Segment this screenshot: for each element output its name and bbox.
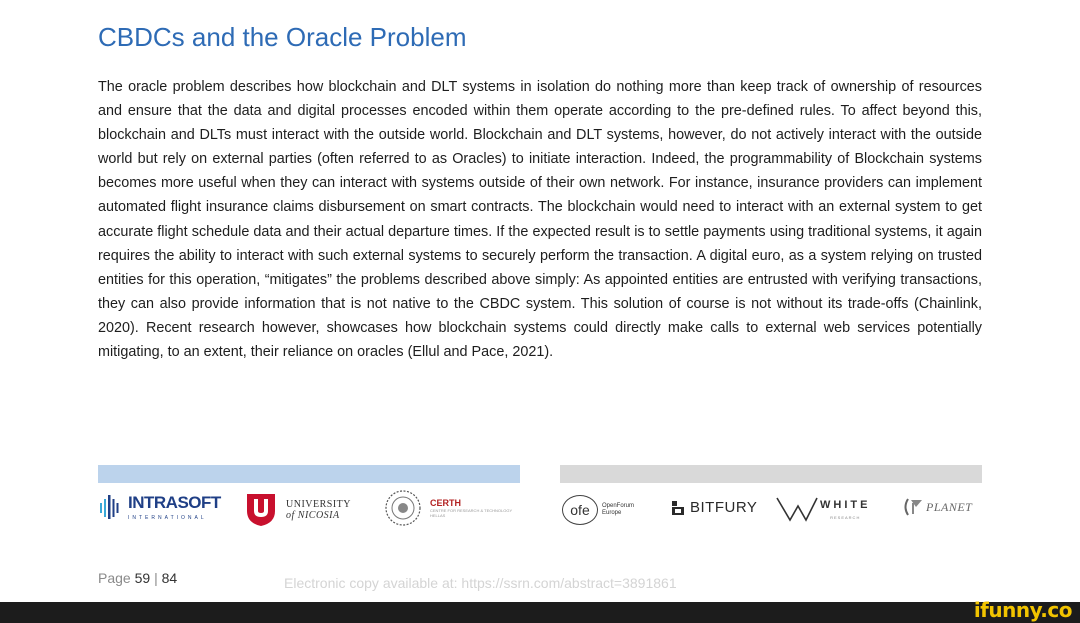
unic-line2: of NICOSIA <box>286 510 340 521</box>
white-name: WHITE <box>820 498 871 511</box>
certh-logo <box>384 487 520 529</box>
ofe-line2: Europe <box>602 510 622 516</box>
white-research-logo <box>776 496 870 522</box>
unic-shield-icon <box>246 493 276 527</box>
page-separator: | <box>154 570 158 586</box>
planet-name: PLANET <box>926 499 973 514</box>
certh-name: CERTH <box>430 498 461 508</box>
page-label: Page <box>98 570 131 586</box>
divider-bar-right <box>560 465 982 483</box>
certh-emblem-icon <box>384 487 422 529</box>
white-v-icon <box>776 496 818 522</box>
bitfury-name: BITFURY <box>690 499 758 516</box>
bitfury-logo <box>672 499 757 516</box>
page-current: 59 <box>134 570 151 586</box>
electronic-copy-notice: Electronic copy available at: https://ssrn.com/abstract=3891861 <box>284 575 677 591</box>
ofe-line1: OpenForum <box>602 503 635 509</box>
white-sub: RESEARCH <box>830 514 861 520</box>
intrasoft-mark-icon <box>98 493 124 521</box>
planet-logo <box>902 497 972 517</box>
page-title: CBDCs and the Oracle Problem <box>98 22 467 52</box>
ifunny-watermark: ifunny.co <box>973 598 1072 622</box>
intrasoft-sub: INTERNATIONAL <box>128 515 207 521</box>
unic-line1: UNIVERSITY <box>286 499 351 510</box>
intrasoft-logo <box>98 493 221 521</box>
certh-sub: CENTRE FOR RESEARCH & TECHNOLOGY HELLAS <box>430 508 513 518</box>
intrasoft-name: INTRASOFT <box>128 493 221 512</box>
planet-mark-icon <box>902 497 924 517</box>
ofe-mark: ofe <box>562 495 598 525</box>
ofe-logo <box>562 495 634 525</box>
unic-logo <box>246 493 351 527</box>
body-paragraph: The oracle problem describes how blockchain and DLT systems in isolation do nothing more than keep track of ownership of resources and ensure that the data and digital processes encoded within them operate according to the pre-defined rules. To affect beyond this, blockchain and DLTs must interact with the outside world. Blockchain and DLT systems, however, do not actively interact with the outside world but rely on external parties (often referred to as Oracles) to initiate interaction. Indeed, the programmability of Blockchain systems becomes more useful when they can interact with systems outside of their own network. For instance, insurance providers can implement automated flight insurance claims disbursement on smart contracts. The blockchain would need to interact with an external system to get accurate flight schedule data and their actual departure times. If the expected result is to settle payments using traditional systems, it again requires the ability to interact with such external systems to securely perform the transaction. A digital euro, as a system relying on trusted entities for this operation, “mitigates” the problems described above simply: As appointed entities are entrusted with verifying transactions, they can also provide information that is not native to the CBDC system. This solution of course is not without its trade-offs (Chainlink, 2020). Recent research however, showcases how blockchain systems could directly make calls to external web services potentially mitigating, to an extent, their reliance on oracles (Ellul and Pace, 2021). <box>98 79 982 361</box>
divider-bar-left <box>98 465 520 483</box>
page-total: 84 <box>161 570 178 586</box>
page-number <box>98 570 177 586</box>
watermark-band <box>0 602 1080 623</box>
bitfury-mark-icon <box>672 501 684 515</box>
